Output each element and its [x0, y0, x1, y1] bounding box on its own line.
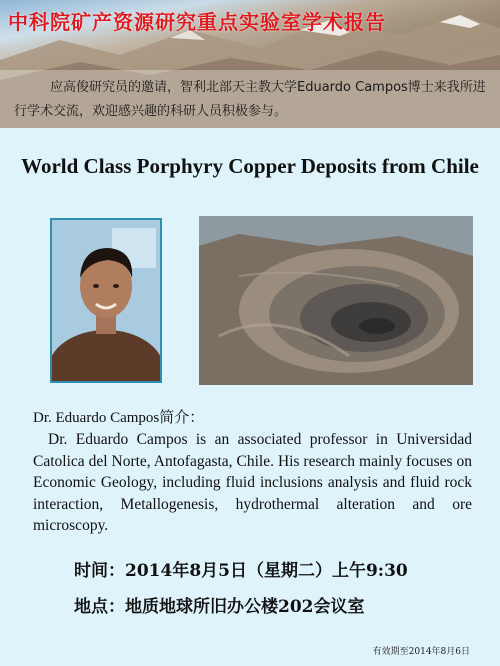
speaker-portrait-image	[50, 218, 162, 383]
speaker-heading: Dr. Eduardo Campos简介：	[33, 410, 205, 426]
talk-title: World Class Porphyry Copper Deposits from Chile	[21, 154, 479, 178]
header-banner	[0, 0, 500, 128]
speaker-bio: Dr. Eduardo Campos is an associated professor in Universidad Catolica del Norte, Antofagasta, Chile. His research mainly focuses on Economic Geology, including fluid inclusions analysis and fluid rock interaction, Metallogenesis, hydrothermal alteration and ore microscopy.	[33, 431, 472, 534]
mine-pit-image	[199, 216, 473, 385]
banner-title: 中科院矿产资源研究重点实验室学术报告	[8, 10, 386, 34]
event-time: 时间：2014年8月5日（星期二）上午9:30	[74, 561, 408, 581]
event-location: 地点：地质地球所旧办公楼202会议室	[74, 597, 365, 617]
invitation-text: 应高俊研究员的邀请，智利北部天主教大学Eduardo Campos博士来我所进行学术交流，欢迎感兴趣的科研人员积极参与。	[14, 80, 486, 119]
validity-note: 有效期至2014年8月6日	[372, 647, 470, 657]
